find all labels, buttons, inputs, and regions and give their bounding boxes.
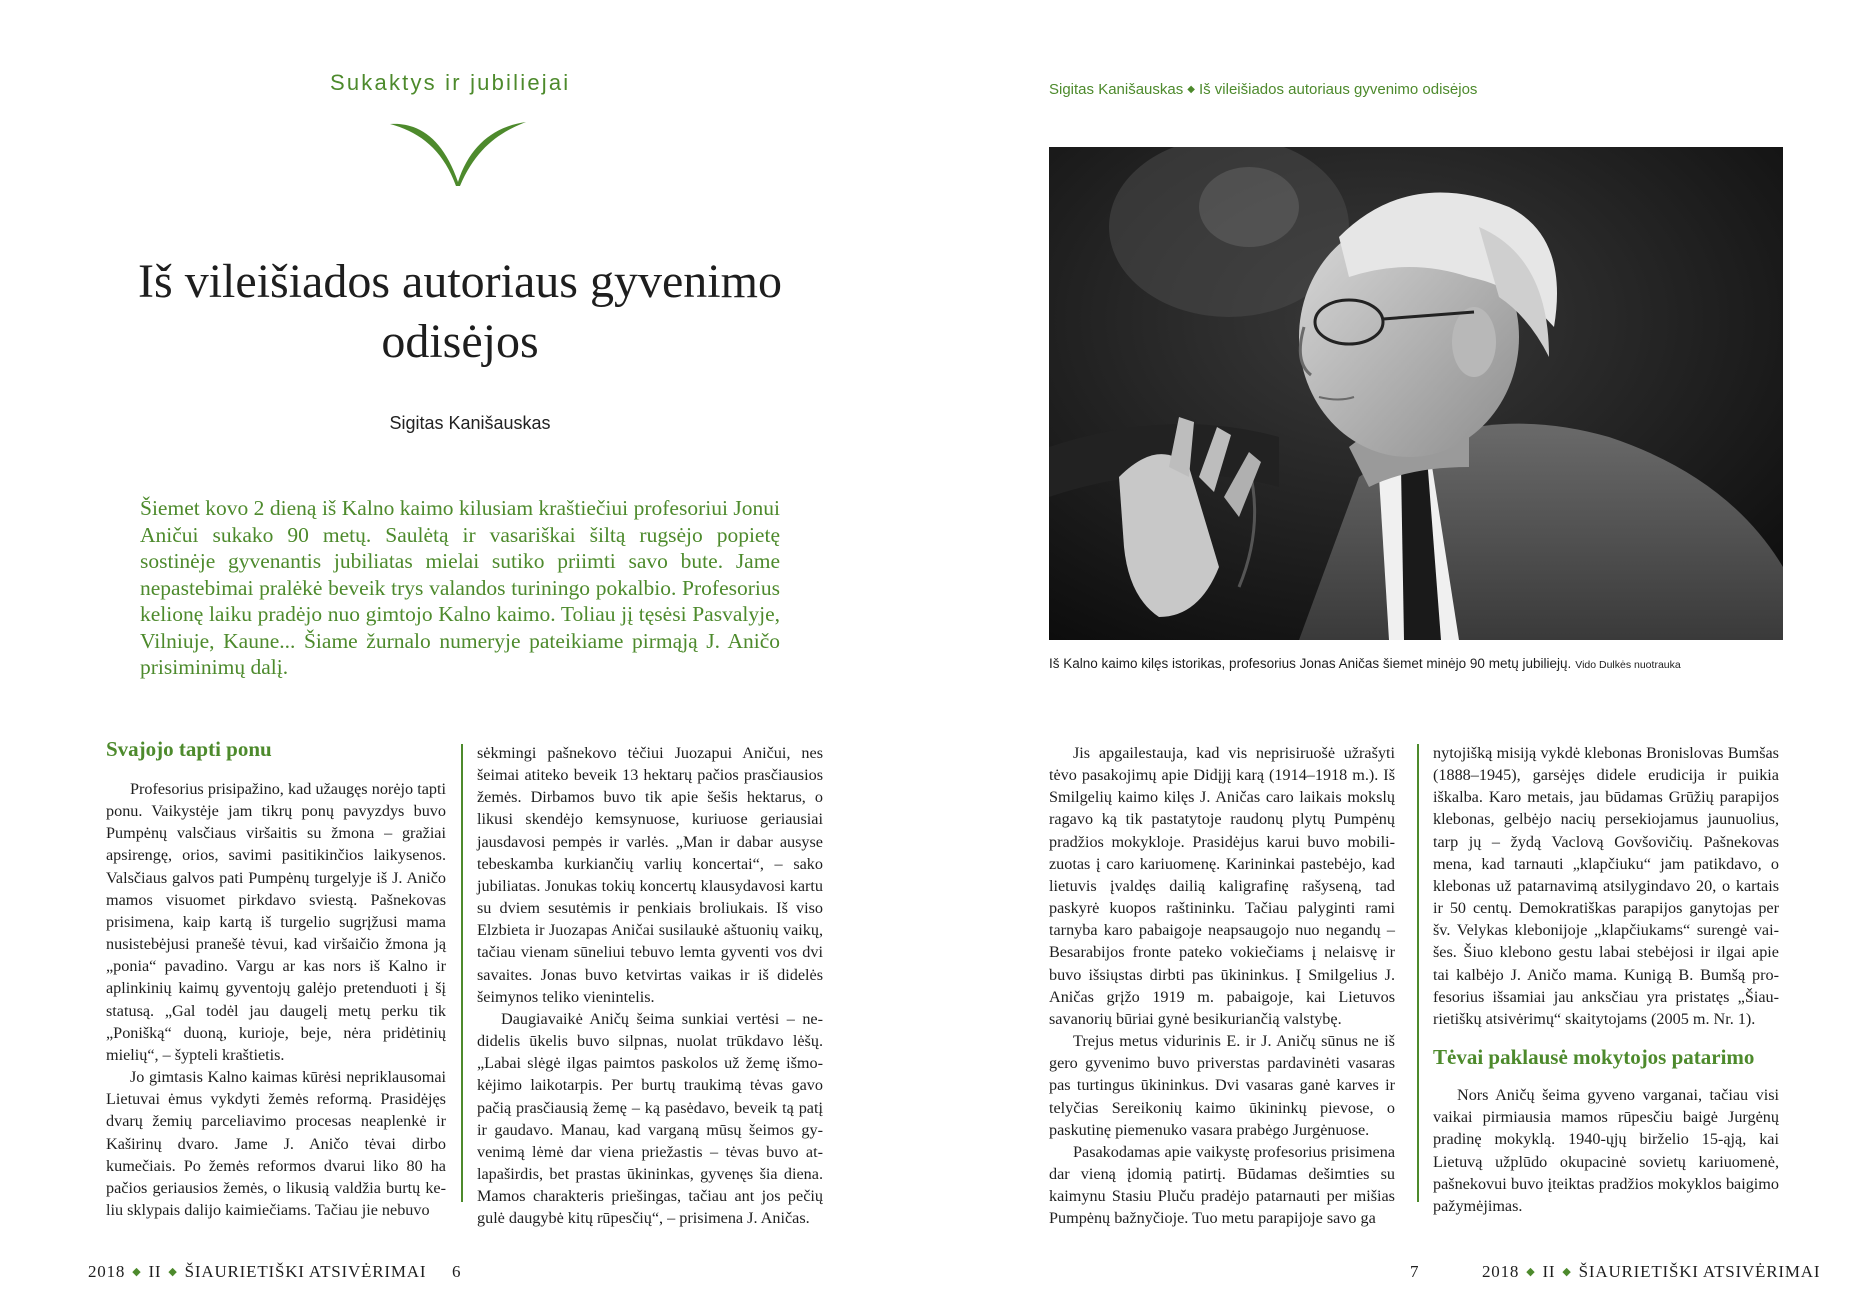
paragraph: sėkmingi pašnekovo tėčiui Juozapui Aničui, nes šeimai atiteko beveik 13 hektarų pačios prasčiausios žemės. Dirbamos buvo tik apie šešis hektarus, o likusi skendėjo kemsynuose, kuriuose geriausiai jausdavosi pempės ir varlės. „Man ir dabar ausyse tebeskamba kurkiančių varlių koncertai“, – sako jubiliatas. Jonukas tokių koncertų klausydavosi kartu su dviem sesutėmis ir penkiais broliukais. Iš viso Elzbieta ir Juozapas Aničai susilaukė aštuonių vaikų, tačiau vienam sūneliui tebuvo lemta gyventi vos dvi savaites. Jonas buvo ketvirtas vaikas ir iš didelės šeimynos teliko vienintelis. — [477, 744, 823, 1006]
body-column-2 — [477, 742, 823, 1229]
running-head — [1049, 81, 1477, 98]
article-author: Sigitas Kanišauskas — [389, 413, 551, 433]
article-title — [110, 252, 810, 372]
footer-issue: II — [1542, 1262, 1556, 1281]
paragraph: Jo gimtasis Kalno kaimas kūrėsi nepriklausomai Lietuvai ėmus vykdyti žemės reformą. Prasidėjęs dvarų žemių parceliavimo procesas neaplenkė ir Kaširinų dvaro. Jame J. Aničo tėvai dirbo kumečiais. Po žemės reformos dvarui liko 80 ha pačios geriausios žemės, o likusią valdžia burtų keliu sklypais dalijo kaimiečiams. Tačiau jie nebuvo — [106, 1068, 446, 1219]
footer-left — [88, 1262, 426, 1282]
paragraph: nytojišką misiją vykdė klebonas Bronislovas Bumšas (1888–1945), garsėjęs didele erudicija ir puikia iškalba. Karo metais, jau būdamas Grūžių parapijos klebonas, gelbėjo nacių persekiojamus jaunuolius, tarp jų – žydą Vaclovą Govšovičių. Pašnekovas mena, kad tarnauti „klapčiuku“ jam patikdavo, o klebonas už patarnavimą atsilygindavo 20, o kartais ir 50 centų. Demokratiškas parapijos ganytojas per šv. Velykas klebonijoje „klapčiukams“ surengė vaišes. Šiuo klebono gestu labai stebėjosi ir ilgai apie tai kalbėjo J. Aničo mama. Kunigą B. Bumšą profesorius išsamiai jau anksčiau yra pristatęs „Šiaurietiškų atsivėrimų“ skaitytojams (2005 m. Nr. 1). — [1433, 744, 1779, 1028]
photo-credit: Vido Dulkės nuotrauka — [1575, 659, 1681, 671]
title-line-2: odisėjos — [381, 315, 539, 368]
section-label: Sukaktys ir jubiliejai — [330, 70, 571, 95]
page-number-left: 6 — [452, 1262, 461, 1281]
body-column-4 — [1433, 742, 1779, 1217]
running-head-title: Iš vileišiados autoriaus gyvenimo odisėjos — [1198, 81, 1478, 98]
title-line-1: Iš vileišiados autoriaus gyvenimo — [138, 255, 782, 308]
paragraph: Trejus metus vidurinis E. ir J. Aničų sūnus ne iš gero gyvenimo buvo priverstas pardavinėti vasaras pas turtingus ūkininkus. Dvi vasaras ganė karves ir telyčias Sereikonių kaimo ūkininkų pievose, o paskutinę piemenuko vasara prabėgo Jurgėnuose. — [1049, 1032, 1395, 1139]
footer-issue: II — [148, 1262, 162, 1281]
subhead-tevai: Tėvai paklausė mokytojos patarimo — [1433, 1045, 1755, 1070]
page-number-right: 7 — [1410, 1262, 1419, 1281]
subhead-svajojo: Svajojo tapti ponu — [106, 737, 272, 761]
footer-year: 2018 — [1482, 1262, 1520, 1281]
paragraph: Nors Aničų šeima gyveno varganai, tačiau visi vaikai pirmiausia mamos rūpesčiu baigė Jurgėnų pradinę mokyklą. 1940-ųjų birželio 15-ąją, kai Lietuvą užplūdo okupacinė sovietų kariuomenė, pašnekovui buvo įteiktas pradžios mokyklos baigimo pažymėjimas. — [1433, 1086, 1779, 1215]
footer-dot-icon: ◆ — [132, 1266, 142, 1278]
footer-dot-icon: ◆ — [1562, 1266, 1572, 1278]
photo-caption — [1049, 656, 1783, 671]
portrait-photo — [1049, 147, 1783, 640]
footer-magazine: ŠIAURIETIŠKI ATSIVĖRIMAI — [184, 1262, 427, 1281]
column-rule-left — [461, 744, 463, 1202]
body-column-3 — [1049, 742, 1395, 1229]
paragraph: Pasakodamas apie vaikystę profesorius prisimena dar vieną įdomią patirtį. Būdamas dešimties su kaimynu Stasiu Pluču pradėjo patarnauti per mišias Pumpėnų bažnyčioje. Tuo metu parapijoje savo ga — [1049, 1142, 1395, 1228]
body-column-1 — [106, 736, 446, 1221]
caption-text: Iš Kalno kaimo kilęs istorikas, profesorius Jonas Aničas šiemet minėjo 90 metų jubiliejų. — [1049, 656, 1572, 671]
diamond-separator-icon: ◆ — [1187, 84, 1195, 95]
portrait-photo-illustration — [1049, 147, 1783, 640]
column-rule-right — [1417, 744, 1419, 1202]
footer-right — [1482, 1262, 1820, 1282]
footer-year: 2018 — [88, 1262, 126, 1281]
footer-dot-icon: ◆ — [1526, 1266, 1536, 1278]
checkmark-ornament-icon — [388, 118, 528, 186]
footer-magazine: ŠIAURIETIŠKI ATSIVĖRIMAI — [1578, 1262, 1821, 1281]
running-head-author: Sigitas Kanišauskas — [1049, 81, 1184, 98]
paragraph: Daugiavaikė Aničų šeima sunkiai vertėsi – nedidelis ūkelis buvo silpnas, nuolat trūkdavo lėšų. „Labai slėgė ilgas paimtos paskolos už žemę išmokėjimo laikotarpis. Per burtų traukimą tėvas gavo pačią prasčiausią žemę – ką pasėdavo, beveik tą patį ir gaudavo. Manau, kad varganą mūsų šeimos gyvenimą lėmė dar viena priežastis – tėvas buvo atlapaširdis, bet prastas ūkininkas, gyvenęs šia diena. Mamos charakteris priešingas, tačiau ant jos pečių gulė daugybė kitų rūpesčių“, – prisimena J. Aničas. — [477, 1009, 823, 1228]
article-lead: Šiemet kovo 2 dieną iš Kalno kaimo kilusiam kraštiečiui profesoriui Jonui Aničui sukako 90 metų. Saulėtą ir vasariškai šiltą rugsėjo popietę sostinėje gyvenantis jubiliatas mielai sutiko priimti savo bute. Jame nepastebimai pralėkė beveik trys valandos turiningo pokalbio. Profesorius kelionę laiku pradėjo nuo gimtojo Kalno kaimo. Toliau jį tęsėsi Pasvalyje, Vilniuje, Kaune... Šiame žurnalo numeryje pateikiame pirmąją J. Aničo prisiminimų dalį. — [140, 496, 780, 679]
footer-dot-icon: ◆ — [168, 1266, 178, 1278]
paragraph: Jis apgailestauja, kad vis neprisiruošė užrašyti tėvo pasakojimų apie Didįjį karą (1914–1918 m.). Iš Smilgelių kaimo kilęs J. Aničas caro laikais mokslų ragavo ką tik pastatytoje raudonų plytų Pumpėnų pradžios mokykloje. Prasidėjus karui buvo mobilizuotas į caro kariuomenę. Karininkai pastebėjo, kad lietuvis įvaldęs dailią kaligrafinę rašyseną, tad paskyrė kuopos raštininku. Tačiau palyginti rami tarnyba karo pabaigoje neapsaugojo nuo negandų – Besarabijos fronte pateko vokiečiams į nelaisvę ir buvo išsiųstas dirbti pas ūkininkus. Į Smilgelius J. Aničas grįžo 1919 m. pabaigoje, kai Lietuvos savanorių būriai gynė besikuriančią valstybę. — [1049, 744, 1395, 1028]
paragraph: Profesorius prisipažino, kad užaugęs norėjo tapti ponu. Vaikystėje jam tikrų ponų pavyzdys buvo Pumpėnų valsčiaus viršaitis su žmona – gražiai apsirengę, orios, savimi pasitikinčios laikysenos. Valsčiaus galvos pati Pumpėnų turgelyje iš J. Aničo mamos visuomet pirkdavo sviestą. Pašnekovas prisimena, kaip kartą iš turgelio sugrįžusi mama nusistebėjusi pranešė tėvui, kad viršaičio žmona ją „ponia“ pavadino. Vargu ar kas nors iš Kalno ir aplinkinių kaimų gyventojų galėjo pretenduoti į šį statusą. „Gal todėl jau daugelį metų perku tik „Ponišką“ duoną, kurioje, beje, nėra pridėtinių mielių“, – šypteli kraštietis. — [106, 780, 446, 1064]
